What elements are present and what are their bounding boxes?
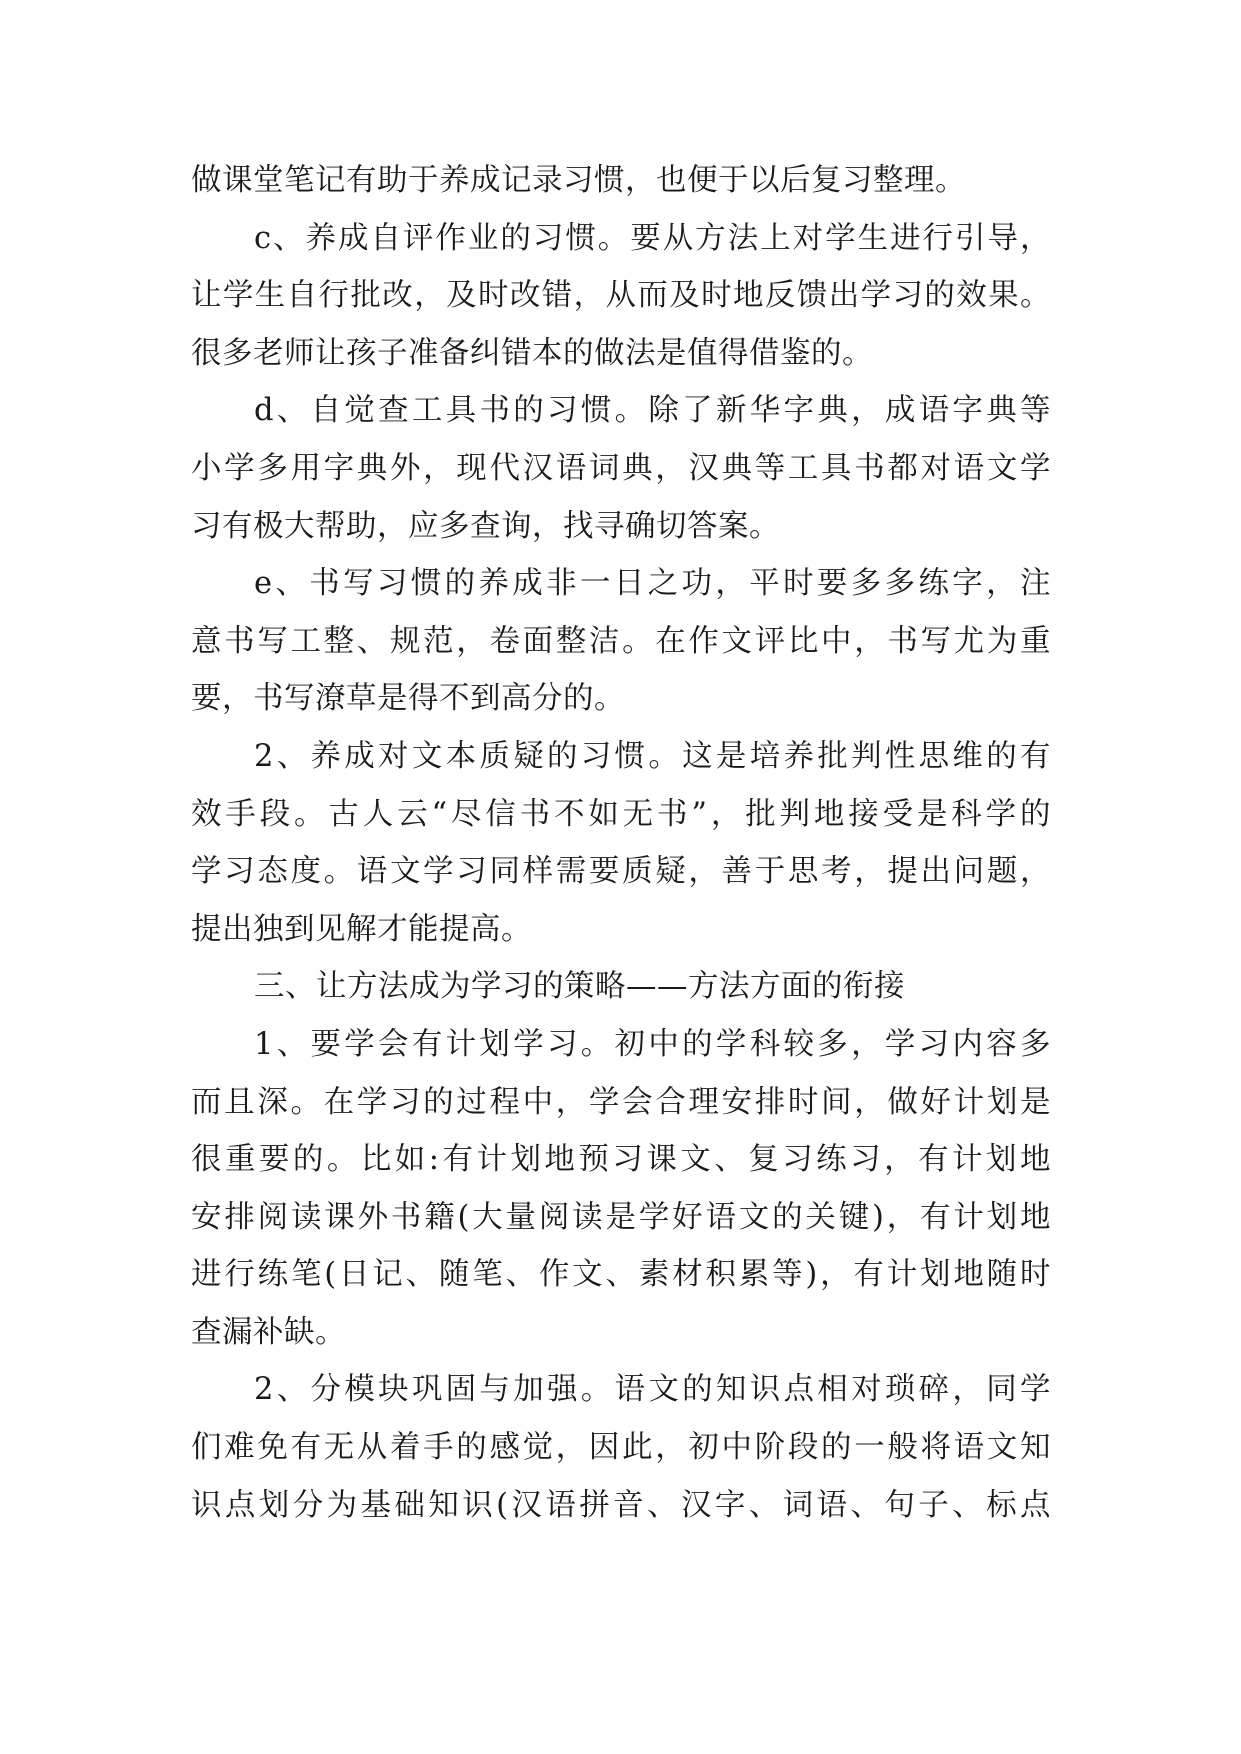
text-line: 很重要的。比如:有计划地预习课文、复习练习，有计划地 [191, 1142, 1051, 1178]
text-line: 让学生自行批改，及时改错，从而及时地反馈出学习的效果。 [191, 278, 1051, 314]
text-line: e、书写习惯的养成非一日之功，平时要多多练字，注 [254, 566, 1051, 602]
text-line: 而且深。在学习的过程中，学会合理安排时间，做好计划是 [191, 1084, 1051, 1120]
text-line: 识点划分为基础知识(汉语拼音、汉字、词语、句子、标点 [191, 1487, 1051, 1523]
body-text [191, 152, 1051, 1534]
text-line: 很多老师让孩子准备纠错本的做法是值得借鉴的。 [191, 335, 873, 371]
text-line: 提出独到见解才能提高。 [191, 911, 532, 947]
text-line: 们难免有无从着手的感觉，因此，初中阶段的一般将语文知 [191, 1430, 1051, 1466]
text-line: 1、要学会有计划学习。初中的学科较多，学习内容多 [254, 1026, 1051, 1062]
section-heading: 三、让方法成为学习的策略——方法方面的衔接 [254, 969, 905, 1005]
text-line: 2、养成对文本质疑的习惯。这是培养批判性思维的有 [254, 738, 1051, 774]
text-line: d、自觉查工具书的习惯。除了新华字典，成语字典等 [254, 393, 1051, 429]
text-line: 查漏补缺。 [191, 1314, 346, 1350]
text-line: 做课堂笔记有助于养成记录习惯，也便于以后复习整理。 [191, 163, 966, 198]
text-line: 要，书写潦草是得不到高分的。 [191, 681, 625, 717]
text-line: 习有极大帮助，应多查询，找寻确切答案。 [191, 508, 780, 544]
text-line: c、养成自评作业的习惯。要从方法上对学生进行引导， [254, 220, 1051, 256]
text-line: 2、分模块巩固与加强。语文的知识点相对琐碎，同学 [254, 1372, 1051, 1408]
text-line: 效手段。古人云“尽信书不如无书”，批判地接受是科学的 [191, 796, 1051, 832]
text-line: 意书写工整、规范，卷面整洁。在作文评比中，书写尤为重 [191, 623, 1051, 659]
text-line: 学习态度。语文学习同样需要质疑，善于思考，提出问题， [191, 854, 1051, 890]
text-line: 进行练笔(日记、随笔、作文、素材积累等)，有计划地随时 [191, 1257, 1051, 1293]
text-line: 安排阅读课外书籍(大量阅读是学好语文的关键)，有计划地 [191, 1199, 1051, 1235]
text-line: 小学多用字典外，现代汉语词典，汉典等工具书都对语文学 [191, 450, 1051, 486]
